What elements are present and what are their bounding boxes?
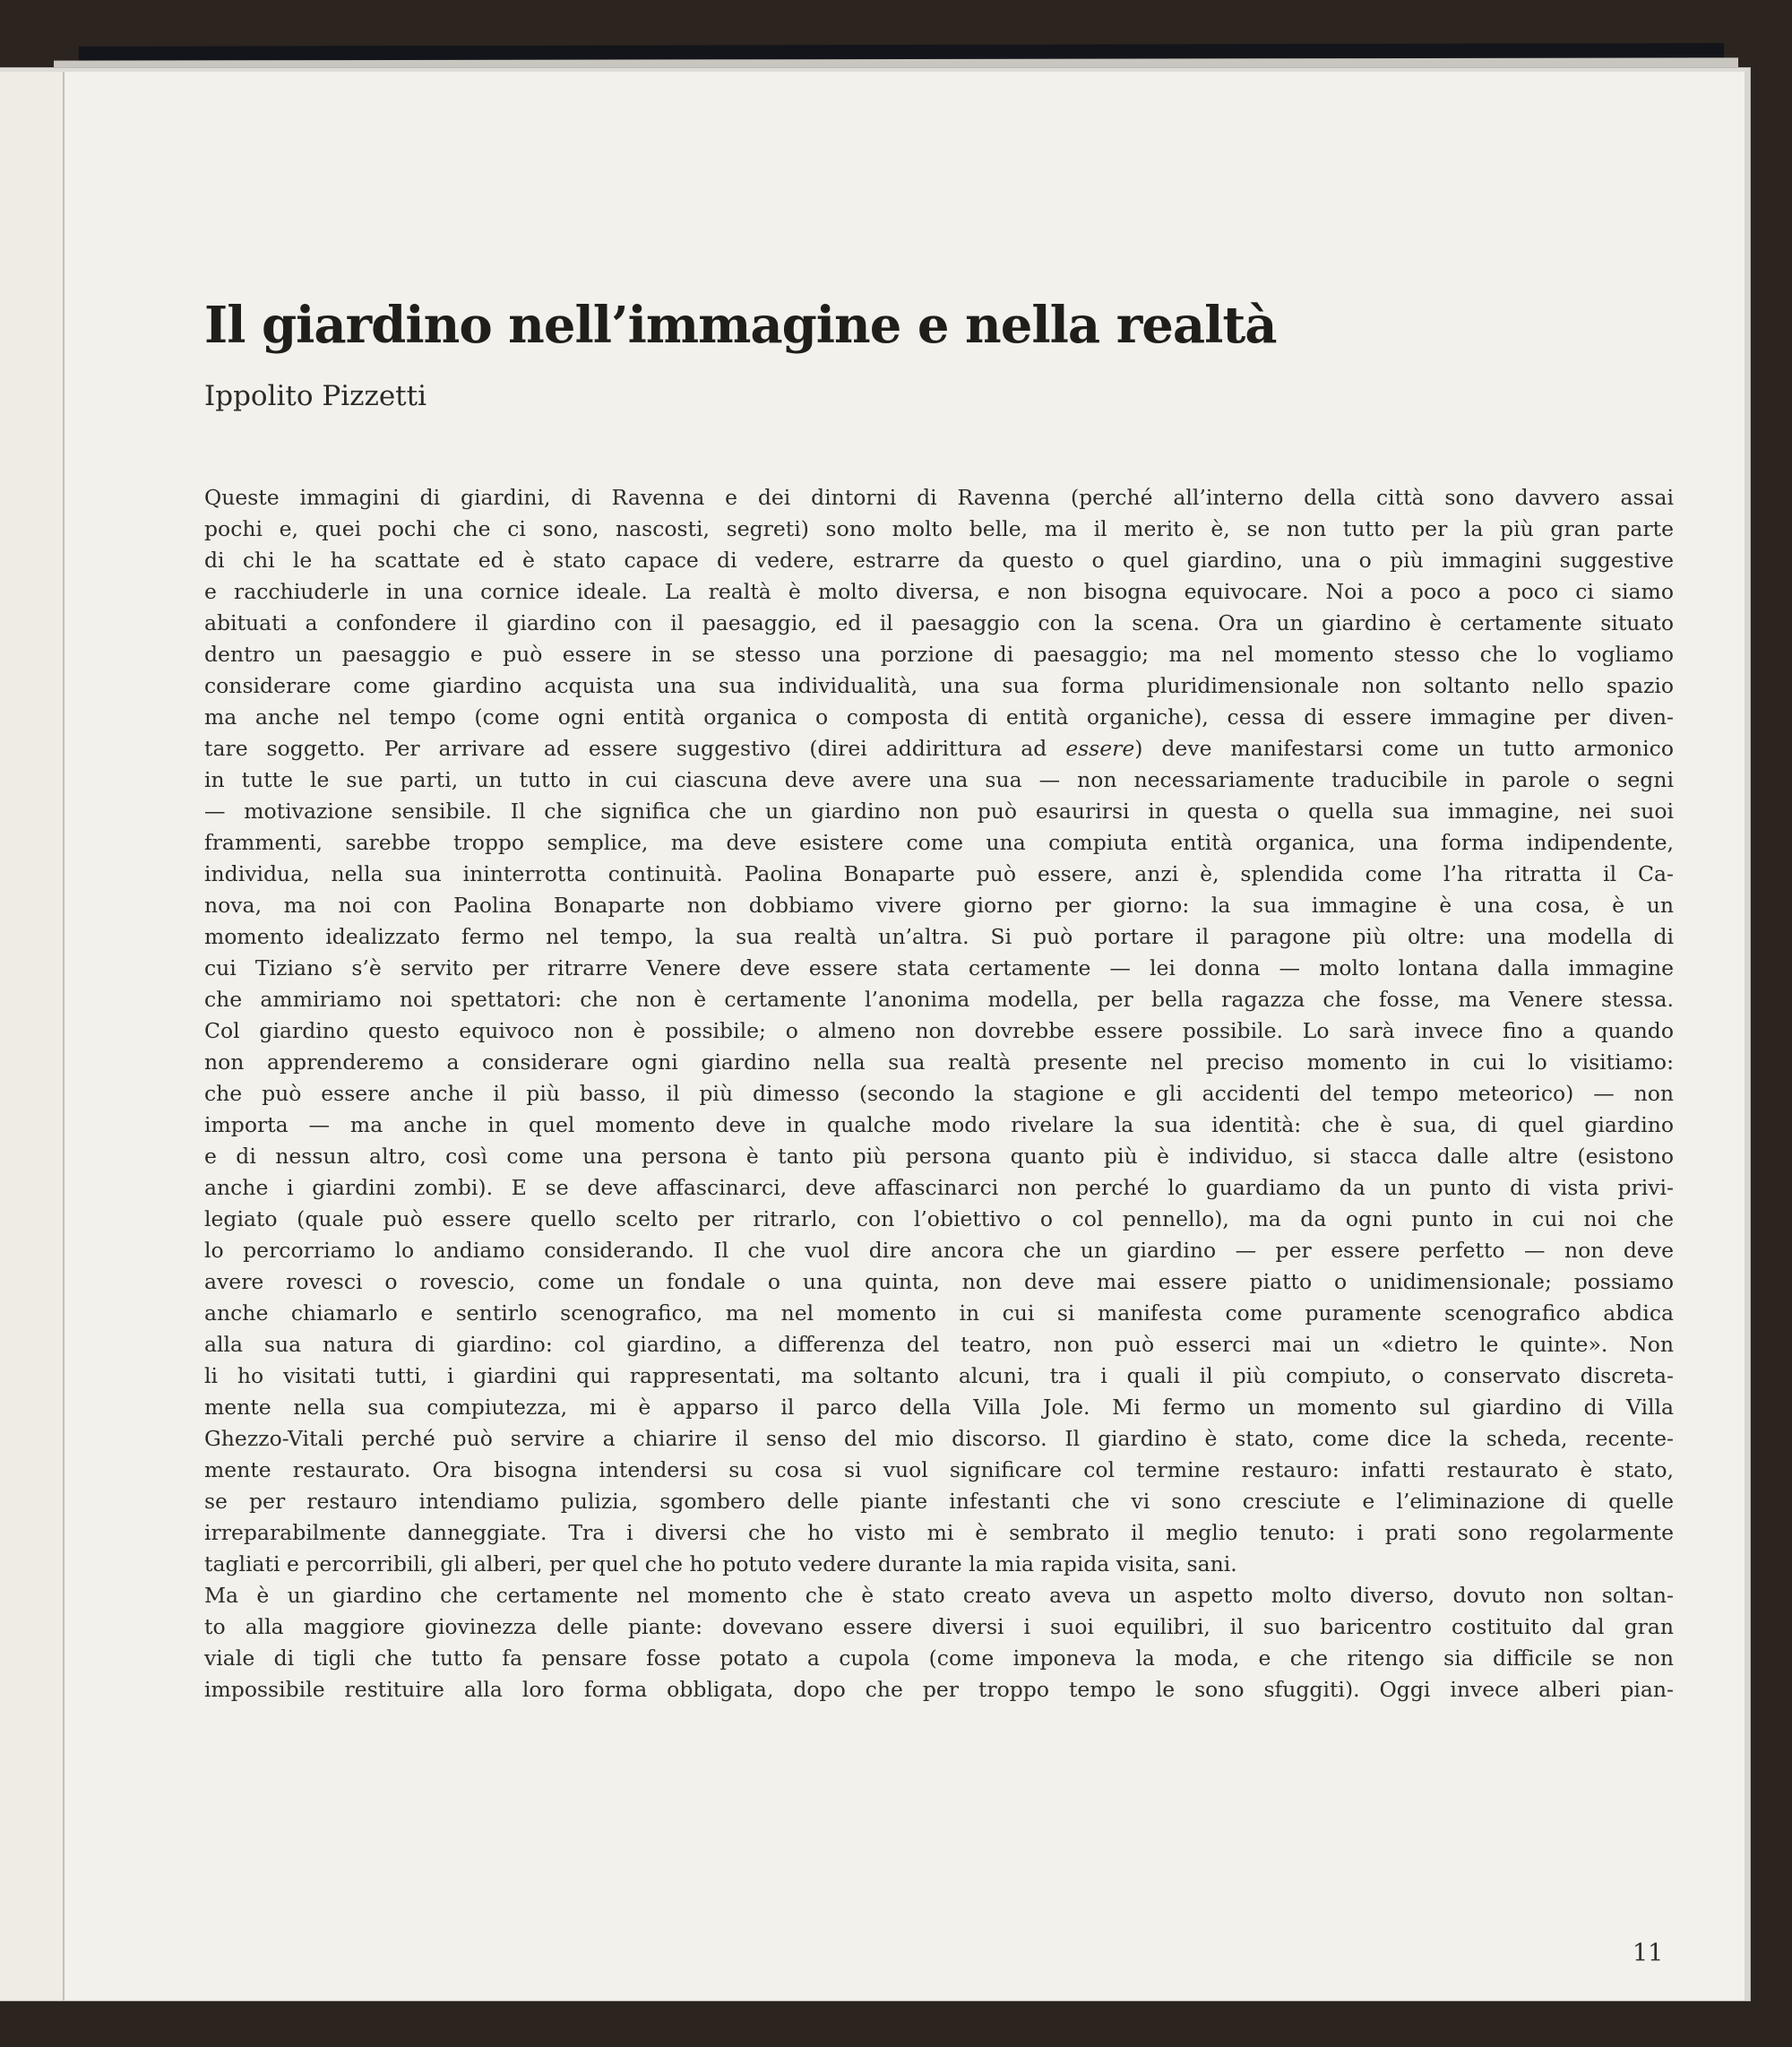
- text-line: pochi e, quei pochi che ci sono, nascosti, segreti) sono molto belle, ma il merito è, se non tutto per la più gran parte: [204, 516, 1674, 541]
- text-line: in tutte le sue parti, un tutto in cui ciascuna deve avere una sua — non necessariamente traducibile in parole o segni: [204, 767, 1674, 792]
- text-line: anche chiamarlo e sentirlo scenografico, ma nel momento in cui si manifesta come puramente scenografico abdica: [204, 1300, 1674, 1326]
- text-line: Ma è un giardino che certamente nel momento che è stato creato aveva un aspetto molto diverso, dovuto non soltan-: [204, 1583, 1674, 1608]
- text-line: momento idealizzato fermo nel tempo, la sua realtà un’altra. Si può portare il paragone più oltre: una modella di: [204, 924, 1674, 949]
- text-line: avere rovesci o rovescio, come un fondale o una quinta, non deve mai essere piatto o unidimensionale; possiamo: [204, 1269, 1674, 1294]
- page-gutter-crease: [63, 72, 65, 2000]
- text-line: Col giardino questo equivoco non è possibile; o almeno non dovrebbe essere possibile. Lo sarà invece fino a quando: [204, 1018, 1674, 1043]
- text-line: impossibile restituire alla loro forma obbligata, dopo che per troppo tempo le sono sfuggiti). Oggi invece alberi pian-: [204, 1677, 1674, 1702]
- text-line: to alla maggiore giovinezza delle piante: dovevano essere diversi i suoi equilibri, il suo baricentro costituito dal gran: [204, 1614, 1674, 1639]
- text-line: viale di tigli che tutto fa pensare fosse potato a cupola (come imponeva la moda, e che ritengo sia difficile se non: [204, 1645, 1674, 1671]
- text-line: ma anche nel tempo (come ogni entità organica o composta di entità organiche), cessa di essere immagine per diven-: [204, 704, 1674, 730]
- text-line: mente restaurato. Ora bisogna intendersi su cosa si vuol significare col termine restauro: infatti restaurato è stato,: [204, 1457, 1674, 1482]
- text-line: — motivazione sensibile. Il che significa che un giardino non può esaurirsi in questa o quella sua immagine, nei suoi: [204, 799, 1674, 824]
- text-line: considerare come giardino acquista una sua individualità, una sua forma pluridimensionale non soltanto nello spazio: [204, 673, 1674, 698]
- text-line: mente nella sua compiutezza, mi è apparso il parco della Villa Jole. Mi fermo un momento sul giardino di Villa: [204, 1395, 1674, 1420]
- text-line: tare soggetto. Per arrivare ad essere suggestivo (direi addirittura ad essere) deve manifestarsi come un tutto armonico: [204, 736, 1674, 761]
- text-line: Ghezzo-Vitali perché può servire a chiarire il senso del mio discorso. Il giardino è stato, come dice la scheda, recente-: [204, 1426, 1674, 1451]
- text-line: che può essere anche il più basso, il più dimesso (secondo la stagione e gli accidenti del tempo meteorico) — non: [204, 1081, 1674, 1106]
- page-title: Il giardino nell’immagine e nella realtà: [204, 296, 1277, 355]
- text-line: e racchiuderle in una cornice ideale. La realtà è molto diversa, e non bisogna equivocare. Noi a poco a poco ci siamo: [204, 579, 1674, 604]
- text-line: dentro un paesaggio e può essere in se stesso una porzione di paesaggio; ma nel momento stesso che lo vogliamo: [204, 642, 1674, 667]
- text-line: non apprenderemo a considerare ogni giardino nella sua realtà presente nel preciso momento in cui lo visitiamo:: [204, 1049, 1674, 1075]
- text-line: se per restauro intendiamo pulizia, sgombero delle piante infestanti che vi sono cresciute e l’eliminazione di quelle: [204, 1489, 1674, 1514]
- text-line: tagliati e percorribili, gli alberi, per quel che ho potuto vedere durante la mia rapida visita, sani.: [204, 1551, 1237, 1576]
- text-line: frammenti, sarebbe troppo semplice, ma deve esistere come una compiuta entità organica, una forma indipendente,: [204, 830, 1674, 855]
- text-line: li ho visitati tutti, i giardini qui rappresentati, ma soltanto alcuni, tra i quali il più compiuto, o conservato discreta-: [204, 1363, 1674, 1388]
- text-line: di chi le ha scattate ed è stato capace di vedere, estrarre da questo o quel giardino, una o più immagini suggestive: [204, 548, 1674, 573]
- text-line: anche i giardini zombi). E se deve affascinarci, deve affascinarci non perché lo guardiamo da un punto di vista privi-: [204, 1175, 1674, 1200]
- page-number: 11: [1633, 1939, 1664, 1967]
- text-line: Queste immagini di giardini, di Ravenna e dei dintorni di Ravenna (perché all’interno della città sono davvero assai: [204, 485, 1674, 510]
- text-line: irreparabilmente danneggiate. Tra i diversi che ho visto mi è sembrato il meglio tenuto: i prati sono regolarmente: [204, 1520, 1674, 1545]
- text-line: alla sua natura di giardino: col giardino, a differenza del teatro, non può esserci mai un «dietro le quinte». Non: [204, 1332, 1674, 1357]
- text-line: importa — ma anche in quel momento deve in qualche modo rivelare la sua identità: che è sua, di quel giardino: [204, 1112, 1674, 1137]
- text-line: nova, ma noi con Paolina Bonaparte non dobbiamo vivere giorno per giorno: la sua immagine è una cosa, è un: [204, 893, 1674, 918]
- text-line: e di nessun altro, così come una persona è tanto più persona quanto più è individuo, si stacca dalle altre (esistono: [204, 1144, 1674, 1169]
- body-text: [204, 482, 1674, 1706]
- text-line: abituati a confondere il giardino con il paesaggio, ed il paesaggio con la scena. Ora un giardino è certamente situato: [204, 610, 1674, 635]
- text-line: legiato (quale può essere quello scelto per ritrarlo, con l’obiettivo o col pennello), ma da ogni punto in cui noi che: [204, 1206, 1674, 1231]
- author-name: Ippolito Pizzetti: [204, 380, 427, 412]
- text-line: che ammiriamo noi spettatori: che non è certamente l’anonima modella, per bella ragazza che fosse, ma Venere stessa.: [204, 987, 1674, 1012]
- text-line: cui Tiziano s’è servito per ritrarre Venere deve essere stata certamente — lei donna — molto lontana dalla immagine: [204, 955, 1674, 980]
- text-line: individua, nella sua ininterrotta continuità. Paolina Bonaparte può essere, anzi è, splendida come l’ha ritratta il Ca-: [204, 861, 1674, 886]
- text-line: lo percorriamo lo andiamo considerando. Il che vuol dire ancora che un giardino — per essere perfetto — non deve: [204, 1238, 1674, 1263]
- book-page: [0, 68, 1750, 2000]
